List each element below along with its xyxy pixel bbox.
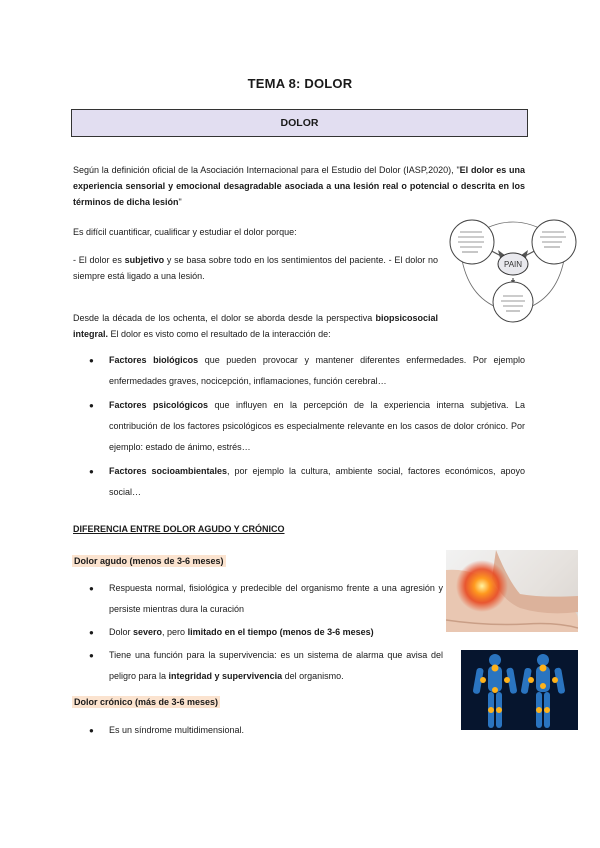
- list-item: [73, 461, 525, 503]
- factor-text: , por ejemplo la cultura, ambiente social, factores económicos, apoyo social…: [109, 466, 525, 497]
- acute-bold: severo: [133, 627, 163, 637]
- factor-bold: Factores socioambientales: [109, 466, 228, 476]
- pain-diagram: [448, 212, 578, 324]
- acute-list: [73, 578, 443, 689]
- acute-text: Respuesta normal, fisiológica y predecible del organismo frente a una agresión y persiste mientras dura la curación: [109, 583, 443, 614]
- chronic-list: [73, 720, 443, 743]
- reasons-text-c: y se basa sobre todo en los sentimientos del paciente. - El dolor no siempre está ligado a una lesión.: [73, 255, 438, 281]
- acute-text: Dolor: [109, 627, 134, 637]
- biopsychosocial-paragraph: [73, 310, 438, 342]
- factor-bold: Factores psicológicos: [109, 400, 209, 410]
- factors-list: [73, 350, 525, 506]
- chronic-heading: Dolor crónico (más de 3-6 meses): [74, 697, 219, 707]
- definition-bold: El dolor es una experiencia sensorial y emocional desagradable asociada a una lesión real o potencial o descrita en los términos de dicha lesión: [73, 165, 526, 207]
- list-item: [73, 720, 443, 741]
- diagram-center-label: PAIN: [503, 260, 523, 269]
- reasons-paragraph: [73, 252, 438, 284]
- biopsychosocial-text-c: El dolor es visto como el resultado de la interacción de:: [108, 329, 331, 339]
- page-title: TEMA 8: DOLOR: [247, 76, 353, 91]
- ankle-pain-image: [446, 550, 578, 632]
- list-item: [73, 645, 443, 687]
- acute-text: del organismo.: [282, 671, 344, 681]
- banner-label: DOLOR: [280, 117, 319, 129]
- reasons-bold: subjetivo: [124, 255, 165, 265]
- list-item: [73, 578, 443, 620]
- list-item: [73, 395, 525, 458]
- factor-text: que influyen en la percepción de la experiencia interna subjetiva. La contribución de los factores psicológicos es especialmente relevante en los casos de dolor crónico. Por ejemplo: estado de ánimo, estrés…: [109, 400, 525, 452]
- biopsychosocial-text-a: Desde la década de los ochenta, el dolor se aborda desde la perspectiva: [73, 313, 376, 323]
- biopsychosocial-bold: biopsicosocial integral.: [73, 313, 438, 339]
- list-item: [73, 350, 525, 392]
- acute-bold: integridad y supervivencia: [168, 671, 283, 681]
- section-heading: DIFERENCIA ENTRE DOLOR AGUDO Y CRÓNICO: [73, 524, 285, 534]
- section-banner: [71, 109, 528, 137]
- factor-bold: Factores biológicos: [109, 355, 199, 365]
- acute-bold: limitado en el tiempo (menos de 3-6 meses): [187, 627, 374, 637]
- acute-text: Tiene una función para la supervivencia: es un sistema de alarma que avisa del peligro para la: [109, 650, 443, 681]
- definition-text: Según la definición oficial de la Asociación Internacional para el Estudio del Dolor (IASP,2020), ": [73, 165, 460, 175]
- chronic-text: Es un síndrome multidimensional.: [109, 725, 245, 735]
- factor-text: que pueden provocar y mantener diferentes enfermedades. Por ejemplo enfermedades graves, nocicepción, inflamaciones, función cerebral…: [109, 355, 525, 386]
- difficulty-paragraph: Es difícil cuantificar, cualificar y estudiar el dolor porque:: [73, 227, 297, 237]
- definition-paragraph: [73, 162, 525, 210]
- list-item: [73, 622, 443, 643]
- body-pain-image: [461, 650, 578, 730]
- reasons-text-a: - El dolor es: [73, 255, 125, 265]
- acute-heading: Dolor agudo (menos de 3-6 meses): [74, 556, 224, 566]
- definition-end: ": [178, 197, 182, 207]
- acute-text: , pero: [162, 627, 188, 637]
